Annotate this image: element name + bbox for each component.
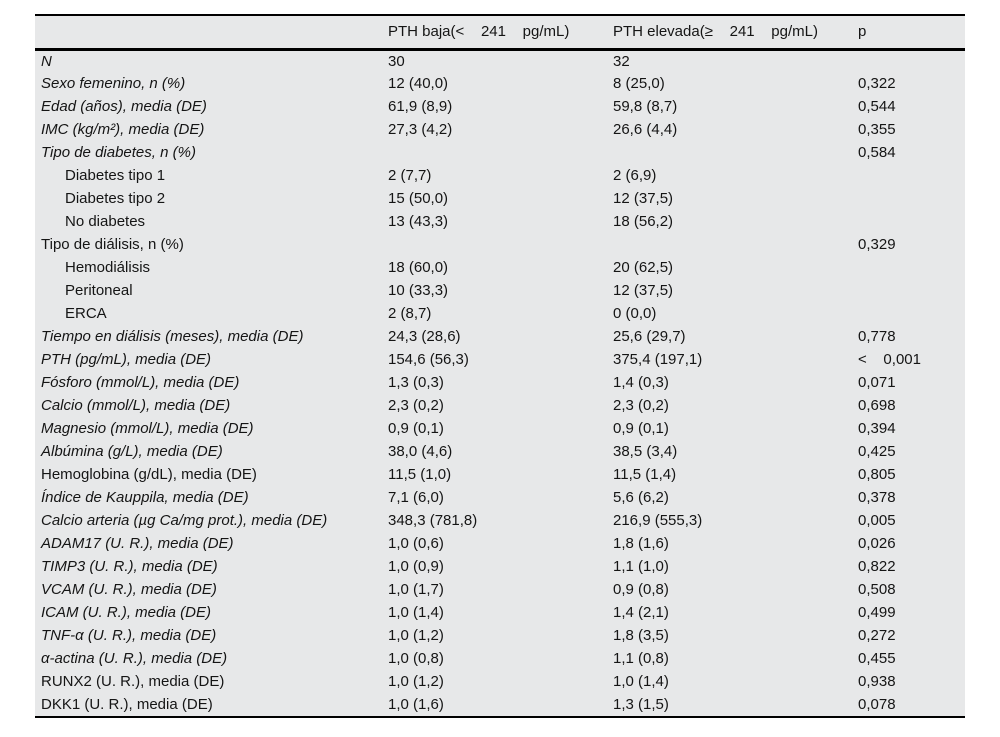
table-row — [35, 279, 965, 302]
p-value — [858, 187, 965, 210]
comparison-table-container — [35, 14, 965, 718]
p-value: 0,329 — [858, 236, 896, 253]
table-row — [35, 463, 965, 486]
p-value: 0,425 — [858, 443, 896, 460]
row-label: IMC (kg/m²), media (DE) — [41, 121, 205, 138]
header-p: p — [858, 16, 965, 49]
p-value — [858, 210, 965, 233]
pth-baja-value: 1,0 (1,6) — [388, 696, 444, 713]
table-row — [35, 302, 965, 325]
pth-elevada-value: 25,6 (29,7) — [613, 328, 686, 345]
table-header — [35, 16, 965, 49]
pth-elevada-value: 20 (62,5) — [613, 259, 674, 276]
row-label: Índice de Kauppila, media (DE) — [41, 489, 249, 506]
header-pth-elevada: PTH elevada(≥ 241 pg/mL) — [613, 16, 858, 49]
pth-baja-value: 0,9 (0,1) — [388, 420, 444, 437]
table-row — [35, 256, 965, 279]
p-value: 0,584 — [858, 144, 896, 161]
row-label: Diabetes tipo 2 — [65, 190, 166, 207]
pth-baja-value — [388, 141, 613, 164]
pth-baja-value: 30 — [388, 52, 405, 70]
pth-elevada-value: 1,3 (1,5) — [613, 696, 669, 713]
row-label: Hemoglobina (g/dL), media (DE) — [41, 466, 257, 483]
table-row — [35, 210, 965, 233]
pth-baja-value: 24,3 (28,6) — [388, 328, 461, 345]
pth-elevada-value: 59,8 (8,7) — [613, 98, 678, 115]
pth-baja-value — [388, 233, 613, 256]
table-row — [35, 670, 965, 693]
pth-baja-value: 348,3 (781,8) — [388, 512, 478, 529]
table-row — [35, 49, 965, 72]
table-row — [35, 647, 965, 670]
pth-baja-value: 1,0 (1,7) — [388, 581, 444, 598]
table-row — [35, 348, 965, 371]
pth-elevada-value: 32 — [613, 52, 630, 70]
pth-elevada-value: 1,1 (1,0) — [613, 558, 669, 575]
row-label: Tipo de diálisis, n (%) — [41, 236, 184, 253]
table-row — [35, 555, 965, 578]
pth-elevada-value: 1,8 (3,5) — [613, 627, 669, 644]
row-label: Tipo de diabetes, n (%) — [41, 144, 196, 161]
pth-baja-value: 1,0 (0,6) — [388, 535, 444, 552]
pth-elevada-value: 0 (0,0) — [613, 305, 657, 322]
row-label: Diabetes tipo 1 — [65, 167, 166, 184]
row-label: Albúmina (g/L), media (DE) — [41, 443, 223, 460]
table-row — [35, 141, 965, 164]
pth-elevada-value: 12 (37,5) — [613, 190, 674, 207]
pth-elevada-value: 1,4 (2,1) — [613, 604, 669, 621]
p-value: 0,822 — [858, 558, 896, 575]
p-value — [858, 256, 965, 279]
pth-baja-value: 38,0 (4,6) — [388, 443, 453, 460]
row-label: VCAM (U. R.), media (DE) — [41, 581, 217, 598]
row-label: Tiempo en diálisis (meses), media (DE) — [41, 328, 304, 345]
p-value: 0,544 — [858, 98, 896, 115]
pth-baja-value: 61,9 (8,9) — [388, 98, 453, 115]
row-label: Magnesio (mmol/L), media (DE) — [41, 420, 254, 437]
row-label: Hemodiálisis — [65, 259, 151, 276]
header-empty — [35, 16, 388, 49]
pth-elevada-value: 1,4 (0,3) — [613, 374, 669, 391]
pth-elevada-value: 0,9 (0,8) — [613, 581, 669, 598]
p-value: 0,322 — [858, 75, 896, 92]
pth-baja-value: 154,6 (56,3) — [388, 351, 469, 368]
table-row — [35, 601, 965, 624]
pth-elevada-value: 2,3 (0,2) — [613, 397, 669, 414]
row-label: N — [41, 52, 52, 70]
row-label: RUNX2 (U. R.), media (DE) — [41, 673, 225, 690]
p-value: 0,455 — [858, 650, 896, 667]
header-pth-baja: PTH baja(< 241 pg/mL) — [388, 16, 613, 49]
pth-elevada-value: 18 (56,2) — [613, 213, 674, 230]
pth-baja-value: 18 (60,0) — [388, 259, 449, 276]
pth-baja-value: 27,3 (4,2) — [388, 121, 453, 138]
table-row — [35, 164, 965, 187]
table-row — [35, 233, 965, 256]
pth-baja-value: 2 (8,7) — [388, 305, 432, 322]
pth-baja-value: 7,1 (6,0) — [388, 489, 444, 506]
p-value: 0,698 — [858, 397, 896, 414]
pth-baja-value: 2,3 (0,2) — [388, 397, 444, 414]
p-value: 0,938 — [858, 673, 896, 690]
row-label: Sexo femenino, n (%) — [41, 75, 186, 92]
p-value: 0,394 — [858, 420, 896, 437]
pth-elevada-value: 38,5 (3,4) — [613, 443, 678, 460]
table-row — [35, 417, 965, 440]
pth-baja-value: 13 (43,3) — [388, 213, 449, 230]
table-row — [35, 624, 965, 647]
pth-elevada-value: 1,1 (0,8) — [613, 650, 669, 667]
pth-elevada-value: 11,5 (1,4) — [613, 466, 677, 483]
p-value: 0,272 — [858, 627, 896, 644]
table-row — [35, 187, 965, 210]
row-label: TIMP3 (U. R.), media (DE) — [41, 558, 218, 575]
row-label: Fósforo (mmol/L), media (DE) — [41, 374, 240, 391]
p-value: 0,071 — [858, 374, 896, 391]
row-label: TNF-α (U. R.), media (DE) — [41, 627, 217, 644]
pth-baja-value: 1,0 (1,4) — [388, 604, 444, 621]
table-row — [35, 371, 965, 394]
pth-elevada-value: 1,0 (1,4) — [613, 673, 669, 690]
row-label: Calcio (mmol/L), media (DE) — [41, 397, 231, 414]
table-row — [35, 532, 965, 555]
p-value: 0,026 — [858, 535, 896, 552]
p-value: 0,005 — [858, 512, 896, 529]
table-row — [35, 72, 965, 95]
table-row — [35, 509, 965, 532]
p-value: 0,508 — [858, 581, 896, 598]
pth-elevada-value: 1,8 (1,6) — [613, 535, 669, 552]
pth-baja-value: 1,0 (1,2) — [388, 673, 444, 690]
p-value: 0,499 — [858, 604, 896, 621]
row-label: No diabetes — [65, 213, 146, 230]
table-row — [35, 578, 965, 601]
pth-baja-value: 11,5 (1,0) — [388, 466, 452, 483]
row-label: Edad (años), media (DE) — [41, 98, 207, 115]
pth-baja-value: 15 (50,0) — [388, 190, 449, 207]
pth-elevada-value: 0,9 (0,1) — [613, 420, 669, 437]
p-value: 0,355 — [858, 121, 896, 138]
pth-elevada-value: 26,6 (4,4) — [613, 121, 678, 138]
p-value: 0,778 — [858, 328, 896, 345]
table-body — [35, 49, 965, 716]
pth-comparison-table — [35, 16, 965, 716]
p-value — [858, 164, 965, 187]
p-value — [858, 279, 965, 302]
p-value: 0,378 — [858, 489, 896, 506]
pth-baja-value: 1,3 (0,3) — [388, 374, 444, 391]
row-label: DKK1 (U. R.), media (DE) — [41, 696, 213, 713]
p-value — [858, 302, 965, 325]
pth-elevada-value — [613, 233, 858, 256]
header-row — [35, 16, 965, 49]
pth-baja-value: 1,0 (0,9) — [388, 558, 444, 575]
pth-baja-value: 1,0 (1,2) — [388, 627, 444, 644]
pth-elevada-value: 2 (6,9) — [613, 167, 657, 184]
row-label: Peritoneal — [65, 282, 133, 299]
table-row — [35, 95, 965, 118]
pth-baja-value: 10 (33,3) — [388, 282, 449, 299]
pth-elevada-value: 8 (25,0) — [613, 75, 665, 92]
table-row — [35, 693, 965, 716]
pth-elevada-value: 375,4 (197,1) — [613, 351, 703, 368]
pth-baja-value: 1,0 (0,8) — [388, 650, 444, 667]
p-value: 0,805 — [858, 466, 896, 483]
p-value — [858, 49, 965, 72]
table-row — [35, 486, 965, 509]
row-label: Calcio arteria (µg Ca/mg prot.), media (DE) — [41, 512, 328, 529]
pth-elevada-value: 216,9 (555,3) — [613, 512, 703, 529]
pth-baja-value: 12 (40,0) — [388, 75, 449, 92]
p-value: 0,078 — [858, 696, 896, 713]
row-label: α-actina (U. R.), media (DE) — [41, 650, 228, 667]
pth-elevada-value — [613, 141, 858, 164]
row-label: PTH (pg/mL), media (DE) — [41, 351, 212, 368]
pth-elevada-value: 12 (37,5) — [613, 282, 674, 299]
table-row — [35, 325, 965, 348]
table-row — [35, 394, 965, 417]
row-label: ICAM (U. R.), media (DE) — [41, 604, 212, 621]
table-row — [35, 440, 965, 463]
pth-elevada-value: 5,6 (6,2) — [613, 489, 669, 506]
table-row — [35, 118, 965, 141]
p-value: < 0,001 — [858, 351, 921, 368]
pth-baja-value: 2 (7,7) — [388, 167, 432, 184]
row-label: ADAM17 (U. R.), media (DE) — [41, 535, 234, 552]
row-label: ERCA — [65, 305, 107, 322]
